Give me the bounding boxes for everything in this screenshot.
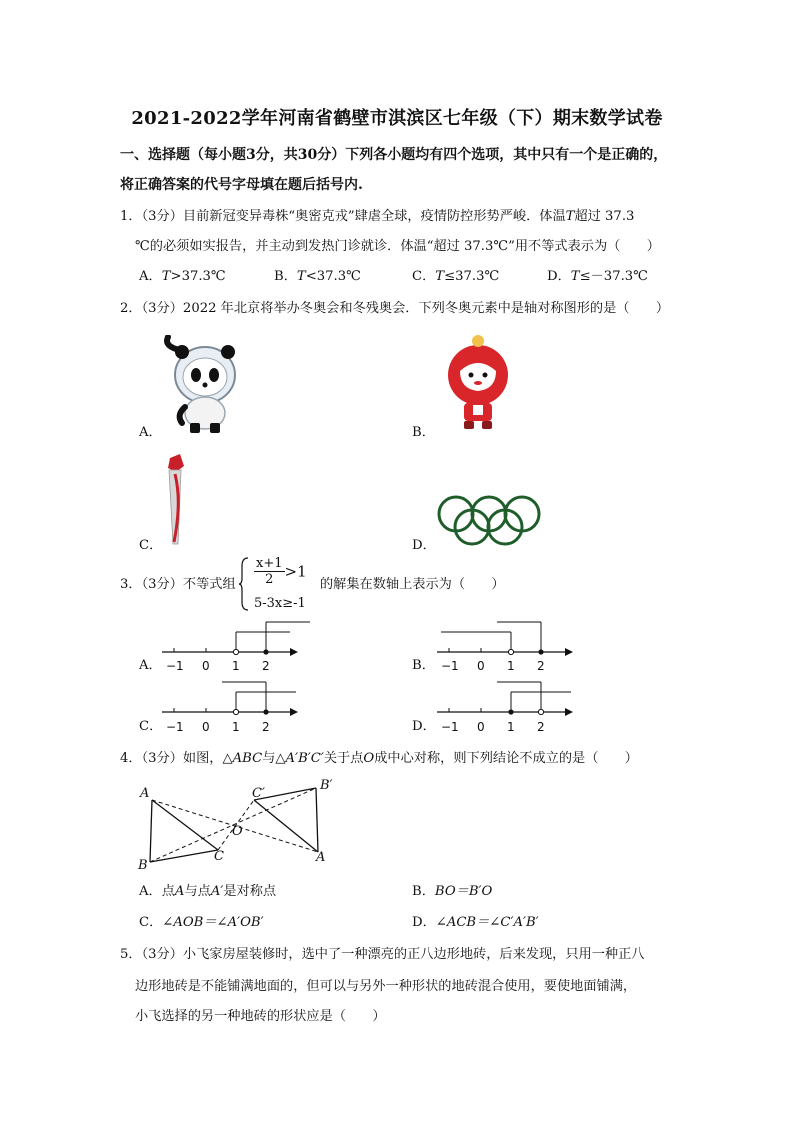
q3-option-c[interactable]: C． [139, 719, 163, 734]
q2-option-a[interactable]: A． [139, 425, 162, 440]
section-heading-line1: 一、选择题（每小题3分，共30分）下列各小题均有四个选项，其中只有一个是正确的， [120, 147, 668, 163]
q3-option-a[interactable]: A． [139, 658, 162, 673]
q3-ineq2: 5-3x≥-1 [254, 596, 306, 611]
q4-stem: 4．（3分）如图，△ABC与△A′B′C′关于点O成中心对称，则下列结论不成立的是（ ） [120, 751, 638, 766]
q3-numberline-c [160, 676, 320, 724]
q2-option-b[interactable]: B． [412, 425, 435, 440]
q2-stem: 2．（3分）2022 年北京将举办冬奥会和冬残奥会．下列冬奥元素中是轴对称图形的是（ ） [120, 301, 670, 316]
q5-stem-line1: 5．（3分）小飞家房屋装修时，选中了一种漂亮的正八边形地砖，后来发现，只用一种正八 [120, 947, 645, 962]
q1-option-d[interactable]: D．T≤－37.3℃ [547, 269, 648, 284]
system-brace [238, 556, 250, 612]
q3-suffix: 的解集在数轴上表示为（ ） [320, 577, 505, 592]
q3-fraction: $\frac{x+1}{2}$ >1 [256, 556, 307, 587]
label-c-prime: C′ [252, 786, 265, 801]
q1-option-c[interactable]: C．T≤37.3℃ [412, 269, 500, 284]
section-heading-line2: 将正确答案的代号字母填在题后括号内. [120, 177, 363, 193]
q4-option-c[interactable]: C．∠AOB＝∠A′OB′ [139, 915, 264, 930]
q2-option-d[interactable]: D． [412, 538, 436, 553]
q5-stem-line2: 边形地砖是不能铺满地面的，但可以与另外一种形状的地砖混合使用，要使地面铺满， [135, 979, 637, 994]
q3-option-b[interactable]: B． [412, 658, 435, 673]
label-o: O [232, 824, 243, 839]
q3-prefix: 3．（3分）不等式组 [120, 577, 236, 592]
torch-image [160, 452, 190, 548]
page-title: 2021-2022学年河南省鹤壁市淇滨区七年级（下）期末数学试卷 [131, 108, 663, 129]
label-a-prime: A [316, 850, 326, 865]
q5-stem-line3: 小飞选择的另一种地砖的形状应是（ ） [135, 1009, 386, 1024]
q1-stem-line2: ℃的必须如实报告，并主动到发热门诊就诊．体温“超过 37.3℃”用不等式表示为（ ） [135, 239, 660, 254]
q3-numberline-a [160, 616, 320, 664]
rings-image [435, 494, 543, 546]
label-b-prime: B′ [320, 778, 333, 793]
q1-option-b[interactable]: B．T<37.3℃ [274, 269, 361, 284]
q3-numberline-b [435, 616, 595, 664]
q3-numberline-d [435, 676, 595, 724]
q4-option-b[interactable]: B．BO＝B′O [412, 884, 493, 899]
q2-option-c[interactable]: C． [139, 538, 163, 553]
lantern-mascot-image [440, 333, 516, 433]
label-c: C [214, 849, 224, 864]
label-b: B [138, 858, 148, 873]
q3-option-d[interactable]: D． [412, 719, 436, 734]
q4-option-a[interactable]: A．点A与点A′是对称点 [139, 884, 277, 899]
panda-mascot-image [160, 335, 246, 435]
q1-stem-line1: 1．（3分）目前新冠变异毒株“奥密克戎”肆虐全球，疫情防控形势严峻．体温T超过 37.3 [120, 209, 635, 224]
q1-option-a[interactable]: A．T>37.3℃ [139, 269, 226, 284]
label-a: A [140, 786, 150, 801]
q4-option-d[interactable]: D．∠ACB＝∠C′A′B′ [412, 915, 539, 930]
